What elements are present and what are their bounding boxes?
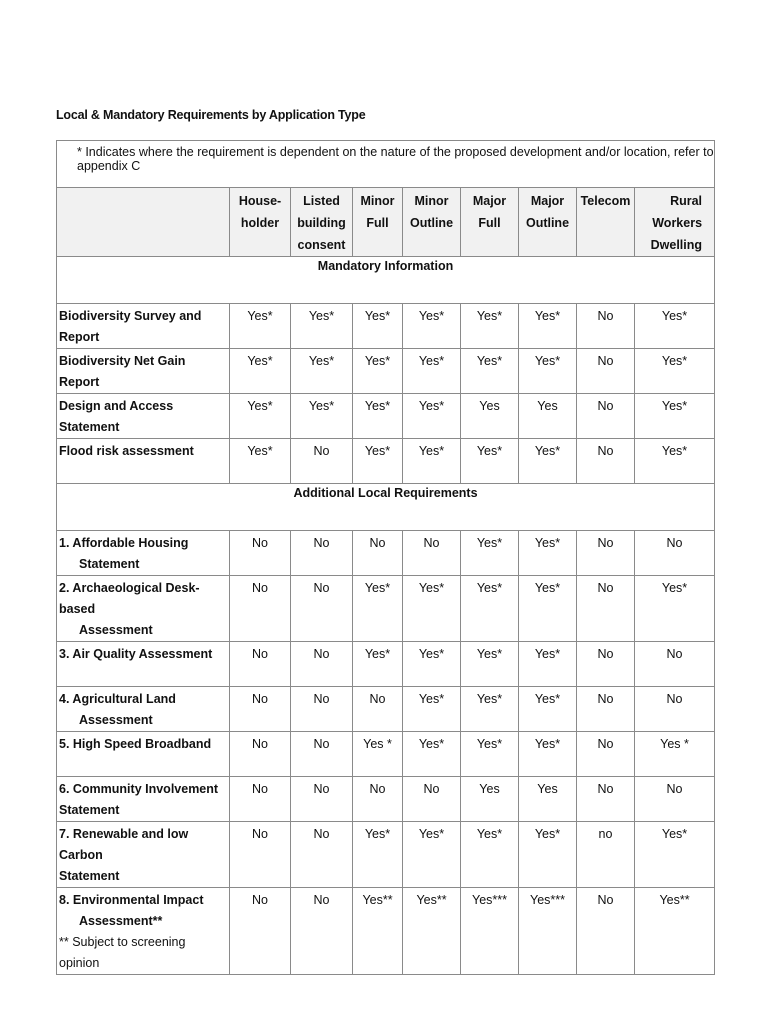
column-header-line: building	[297, 216, 346, 230]
column-header	[577, 188, 635, 257]
row-label-line	[59, 689, 229, 710]
table-cell: No	[353, 687, 403, 732]
section-heading-row	[57, 484, 715, 531]
row-label	[57, 394, 230, 439]
table-cell: No	[403, 531, 461, 576]
table-cell: Yes*	[291, 304, 353, 349]
section-heading-row	[57, 257, 715, 304]
table-cell: Yes*	[519, 576, 577, 642]
table-cell: No	[291, 576, 353, 642]
table-cell: No	[577, 687, 635, 732]
table-cell: Yes*	[230, 349, 291, 394]
table-cell: Yes	[519, 777, 577, 822]
table-cell: Yes*	[403, 439, 461, 484]
table-cell: Yes*	[403, 394, 461, 439]
column-header-line: Outline	[409, 216, 454, 230]
table-cell: Yes*	[519, 439, 577, 484]
table-cell: No	[577, 394, 635, 439]
table-cell: Yes*	[461, 304, 519, 349]
table-cell: Yes**	[403, 888, 461, 975]
table-row	[57, 439, 715, 484]
table-cell: No	[230, 888, 291, 975]
table-cell: No	[403, 777, 461, 822]
table-cell: No	[291, 732, 353, 777]
table-cell: Yes*	[353, 439, 403, 484]
table-cell: No	[577, 732, 635, 777]
table-cell: Yes*	[461, 349, 519, 394]
row-label	[57, 777, 230, 822]
row-label-text: Statement	[59, 803, 120, 817]
column-header	[461, 188, 519, 257]
table-cell: Yes*	[353, 394, 403, 439]
row-label-line	[59, 734, 229, 755]
column-header-line: Full	[478, 216, 501, 230]
row-label-text: 8. Environmental Impact	[59, 893, 204, 907]
table-cell: No	[353, 777, 403, 822]
table-cell: Yes**	[353, 888, 403, 975]
row-label-line	[59, 306, 229, 327]
table-cell: Yes *	[353, 732, 403, 777]
column-header-line: Telecom	[580, 194, 631, 208]
table-cell: Yes*	[353, 642, 403, 687]
header-empty-cell	[57, 188, 230, 257]
table-cell: No	[577, 888, 635, 975]
requirements-table	[56, 140, 715, 975]
column-header-line: Listed	[303, 194, 340, 208]
row-label	[57, 888, 230, 975]
table-cell: No	[577, 576, 635, 642]
table-cell: No	[353, 531, 403, 576]
table-cell: Yes*	[519, 531, 577, 576]
row-label-text: Statement	[59, 869, 120, 883]
row-label	[57, 642, 230, 687]
table-cell: Yes	[519, 394, 577, 439]
table-cell: No	[577, 349, 635, 394]
row-label-line	[59, 779, 229, 800]
table-row	[57, 732, 715, 777]
table-cell: Yes*	[635, 822, 715, 888]
row-label-text: Assessment**	[79, 914, 163, 928]
row-label	[57, 531, 230, 576]
row-label-text: Flood risk assessment	[59, 444, 194, 458]
table-cell: Yes*	[635, 304, 715, 349]
column-header	[230, 188, 291, 257]
table-cell: Yes *	[635, 732, 715, 777]
table-row	[57, 888, 715, 975]
table-cell: Yes*	[403, 687, 461, 732]
row-label-text: Biodiversity Survey and	[59, 309, 202, 323]
table-cell: Yes*	[403, 576, 461, 642]
page-title: Local & Mandatory Requirements by Application Type	[56, 108, 366, 122]
column-header	[519, 188, 577, 257]
table-cell: Yes	[461, 777, 519, 822]
row-label-line	[59, 824, 229, 866]
table-cell: Yes*	[403, 642, 461, 687]
row-label-line	[59, 866, 229, 887]
row-label-text: Biodiversity Net Gain Report	[59, 354, 186, 389]
column-header-line: consent	[297, 238, 346, 252]
table-cell: Yes*	[461, 531, 519, 576]
table-cell: No	[230, 822, 291, 888]
column-header-line: Major	[530, 194, 565, 208]
table-cell: No	[635, 531, 715, 576]
table-cell: No	[230, 687, 291, 732]
table-cell: Yes*	[461, 822, 519, 888]
row-label-line	[59, 533, 229, 554]
column-header	[353, 188, 403, 257]
row-label-line	[59, 396, 229, 438]
row-label	[57, 687, 230, 732]
table-cell: No	[635, 642, 715, 687]
row-label	[57, 576, 230, 642]
column-header-line: Minor	[414, 194, 449, 208]
table-cell: No	[635, 777, 715, 822]
row-label-text: Assessment	[79, 623, 153, 637]
row-label	[57, 822, 230, 888]
section-heading: Additional Local Requirements	[57, 484, 715, 531]
table-cell: No	[577, 439, 635, 484]
row-label-text: Statement	[79, 557, 140, 571]
table-cell: Yes*	[519, 642, 577, 687]
table-cell: Yes*	[635, 439, 715, 484]
table-cell: No	[230, 576, 291, 642]
table-cell: Yes*	[519, 349, 577, 394]
table-cell: No	[291, 439, 353, 484]
row-label-line	[59, 578, 229, 620]
column-header	[291, 188, 353, 257]
row-label-note: ** Subject to screening opinion	[59, 935, 186, 970]
table-cell: No	[291, 888, 353, 975]
row-label-line	[59, 890, 229, 911]
column-header	[635, 188, 715, 257]
table-cell: No	[291, 687, 353, 732]
table-cell: Yes*	[635, 576, 715, 642]
table-cell: Yes*	[461, 439, 519, 484]
note-row	[57, 141, 715, 188]
table-row	[57, 642, 715, 687]
table-cell: Yes**	[635, 888, 715, 975]
table-cell: Yes*	[519, 687, 577, 732]
table-cell: Yes*	[403, 822, 461, 888]
table-cell: Yes*	[230, 439, 291, 484]
row-label-line	[59, 800, 229, 821]
table-row	[57, 531, 715, 576]
table-cell: Yes*	[353, 822, 403, 888]
table-cell: Yes*	[403, 732, 461, 777]
column-header-line: Rural	[670, 194, 703, 208]
section-heading: Mandatory Information	[57, 257, 715, 304]
table-row	[57, 822, 715, 888]
table-row	[57, 394, 715, 439]
table-cell: No	[291, 531, 353, 576]
table-cell: Yes*	[403, 349, 461, 394]
table-cell: No	[291, 777, 353, 822]
table-cell: Yes*	[519, 822, 577, 888]
column-header	[403, 188, 461, 257]
row-label-text: 4. Agricultural Land	[59, 692, 176, 706]
table-cell: Yes*	[635, 349, 715, 394]
table-cell: Yes***	[519, 888, 577, 975]
row-label	[57, 304, 230, 349]
column-header-row	[57, 188, 715, 257]
table-cell: Yes	[461, 394, 519, 439]
table-cell: Yes*	[461, 642, 519, 687]
table-cell: No	[577, 531, 635, 576]
table-cell: Yes*	[291, 394, 353, 439]
table-row	[57, 349, 715, 394]
table-cell: No	[230, 777, 291, 822]
row-label-text: 3. Air Quality Assessment	[59, 647, 213, 661]
table-cell: No	[230, 642, 291, 687]
table-row	[57, 304, 715, 349]
table-cell: No	[635, 687, 715, 732]
table-row	[57, 576, 715, 642]
row-label-text: 5. High Speed Broadband	[59, 737, 212, 751]
table-cell: Yes*	[519, 304, 577, 349]
row-label-line	[59, 351, 229, 393]
table-cell: Yes***	[461, 888, 519, 975]
table-cell: Yes*	[403, 304, 461, 349]
column-header-line: Outline	[525, 216, 570, 230]
table-cell: No	[291, 822, 353, 888]
table-cell: Yes*	[291, 349, 353, 394]
table-cell: Yes*	[230, 304, 291, 349]
row-label	[57, 732, 230, 777]
table-cell: No	[230, 531, 291, 576]
row-label-text: 6. Community Involvement	[59, 782, 219, 796]
row-label	[57, 439, 230, 484]
column-header-line: House-	[238, 194, 282, 208]
row-label-line	[59, 441, 229, 462]
table-cell: no	[577, 822, 635, 888]
table-cell: No	[230, 732, 291, 777]
table-cell: Yes*	[353, 304, 403, 349]
row-label-line	[59, 644, 229, 665]
table-cell: Yes*	[635, 394, 715, 439]
table-cell: No	[291, 642, 353, 687]
row-label-text: Design and Access Statement	[59, 399, 174, 434]
row-label-line	[59, 620, 229, 641]
column-header-line: Workers	[652, 216, 703, 230]
table-cell: No	[577, 777, 635, 822]
table-cell: Yes*	[353, 576, 403, 642]
table-cell: Yes*	[461, 576, 519, 642]
table-cell: No	[577, 304, 635, 349]
table-row	[57, 777, 715, 822]
row-label-line	[59, 710, 229, 731]
row-label-text: 1. Affordable Housing	[59, 536, 189, 550]
table-cell: Yes*	[461, 687, 519, 732]
note-cell: * Indicates where the requirement is dependent on the nature of the proposed development and/or location, refer to appendix C	[57, 141, 715, 188]
table-cell: Yes*	[230, 394, 291, 439]
table-cell: Yes*	[461, 732, 519, 777]
table-row	[57, 687, 715, 732]
row-label-text: 2. Archaeological Desk- based	[59, 581, 200, 616]
table-cell: Yes*	[519, 732, 577, 777]
row-label-text: Assessment	[79, 713, 153, 727]
column-header-line: Minor	[360, 194, 395, 208]
column-header-line: Dwelling	[650, 238, 703, 252]
row-label	[57, 349, 230, 394]
row-label-text: 7. Renewable and low Carbon	[59, 827, 189, 862]
row-label-text: Report	[59, 330, 100, 344]
column-header-line: holder	[240, 216, 280, 230]
column-header-line: Major	[472, 194, 507, 208]
row-label-line	[59, 327, 229, 348]
table-cell: No	[577, 642, 635, 687]
row-label-line	[59, 554, 229, 575]
row-label-line	[59, 911, 229, 932]
table-cell: Yes*	[353, 349, 403, 394]
column-header-line: Full	[366, 216, 389, 230]
